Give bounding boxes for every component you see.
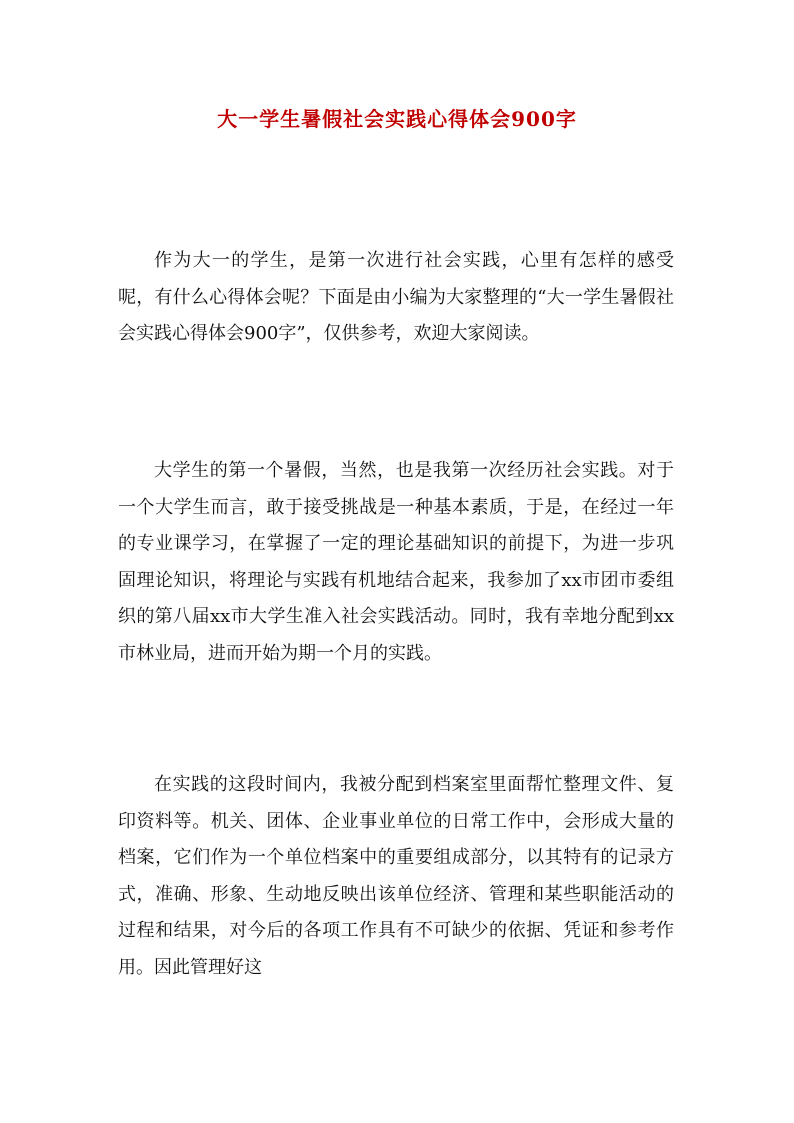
document-title: 大一学生暑假社会实践心得体会900字	[217, 107, 577, 131]
paragraph-archive-work: 在实践的这段时间内，我被分配到档案室里面帮忙整理文件、复印资料等。机关、团体、企业事业单位的日常工作中，会形成大量的档案，它们作为一个单位档案中的重要组成部分，以其特有的记录方式，准确、形象、生动地反映出该单位经济、管理和某些职能活动的过程和结果，对今后的各项工作具有不可缺少的依据、凭证和参考作用。因此管理好这	[118, 774, 674, 978]
paragraph-first-summer: 大学生的第一个暑假，当然，也是我第一次经历社会实践。对于一个大学生而言，敢于接受挑战是一种基本素质，于是，在经过一年的专业课学习，在掌握了一定的理论基础知识的前提下，为进一步巩固理论知识，将理论与实践有机地结合起来，我参加了xx市团市委组织的第八届xx市大学生准入社会实践活动。同时，我有幸地分配到xx市林业局，进而开始为期一个月的实践。	[118, 460, 674, 664]
paragraph-intro: 作为大一的学生，是第一次进行社会实践，心里有怎样的感受呢，有什么心得体会呢？下面是由小编为大家整理的“大一学生暑假社会实践心得体会900字”，仅供参考，欢迎大家阅读。	[118, 250, 674, 345]
